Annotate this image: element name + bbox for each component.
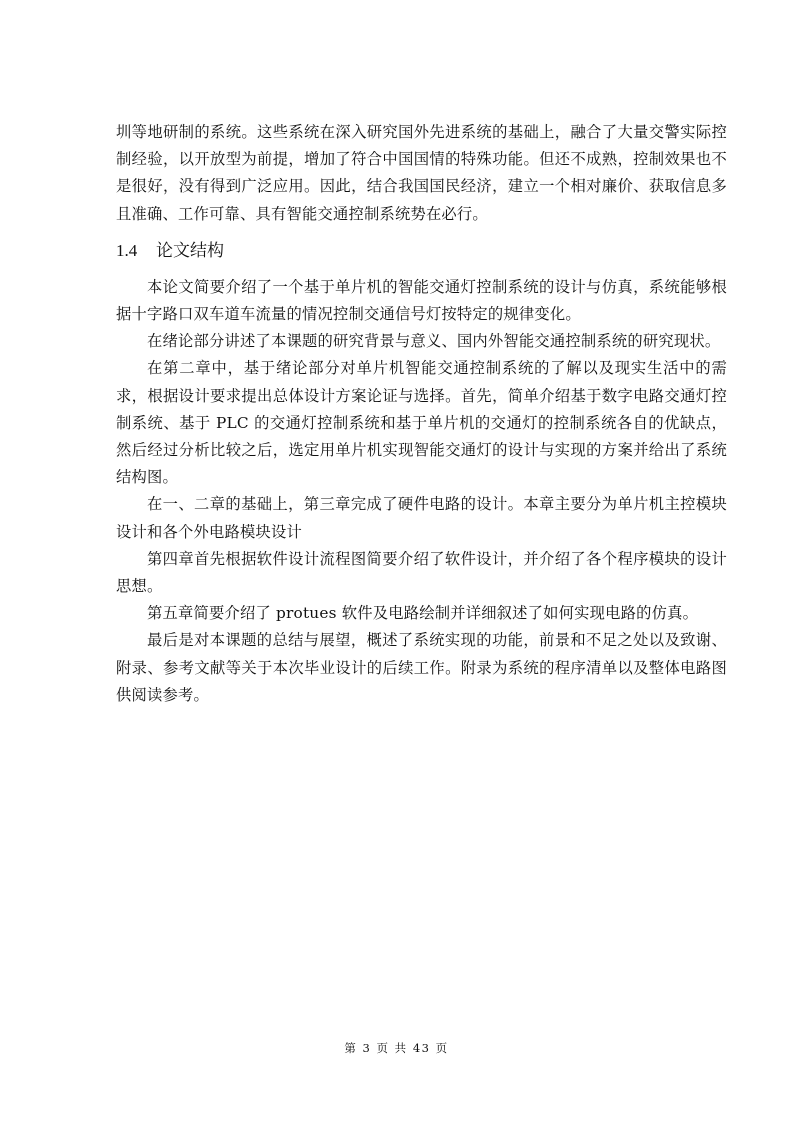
paragraph-chapter-5: 第五章简要介绍了 protues 软件及电路绘制并详细叙述了如何实现电路的仿真。 <box>147 604 699 623</box>
paragraph-chapter-2: 在第二章中，基于绪论部分对单片机智能交通控制系统的了解以及现实生活中的需求，根据设计要求提出总体设计方案论证与选择。首先，简单介绍基于数字电路交通灯控制系统、基于 PLC 的交通灯控制系统和基于单片机的交通灯的控制系统各自的优缺点，然后经过分析比较之后，选定用单片机实现智能交通灯的设计与实现的方案并给出了系统结构图。 <box>116 359 727 487</box>
page-content <box>116 119 727 709</box>
section-number: 1.4 <box>116 240 138 260</box>
paragraph-chapter-4: 第四章首先根据软件设计流程图简要介绍了软件设计，并介绍了各个程序模块的设计思想。 <box>116 549 727 596</box>
paragraph-conclusion: 最后是对本课题的总结与展望，概述了系统实现的功能，前景和不足之处以及致谢、附录、参考文献等关于本次毕业设计的后续工作。附录为系统的程序清单以及整体电路图供阅读参考。 <box>116 631 727 704</box>
paragraph-continuation: 圳等地研制的系统。这些系统在深入研究国外先进系统的基础上，融合了大量交警实际控制经验，以开放型为前提，增加了符合中国国情的特殊功能。但还不成熟，控制效果也不是很好，没有得到广泛应用。因此，结合我国国民经济，建立一个相对廉价、获取信息多且准确、工作可靠、具有智能交通控制系统势在必行。 <box>116 123 727 223</box>
paragraph-chapter-1: 在绪论部分讲述了本课题的研究背景与意义、国内外智能交通控制系统的研究现状。 <box>147 332 721 351</box>
paragraph-intro: 本论文简要介绍了一个基于单片机的智能交通灯控制系统的设计与仿真，系统能够根据十字路口双车道车流量的情况控制交通信号灯按特定的规律变化。 <box>116 277 727 324</box>
section-title: 论文结构 <box>156 240 224 261</box>
paragraph-chapter-3: 在一、二章的基础上，第三章完成了硬件电路的设计。本章主要分为单片机主控模块设计和各个外电路模块设计 <box>116 495 727 541</box>
section-heading <box>116 236 727 266</box>
page-number-footer: 第 3 页 共 43 页 <box>344 1041 449 1055</box>
